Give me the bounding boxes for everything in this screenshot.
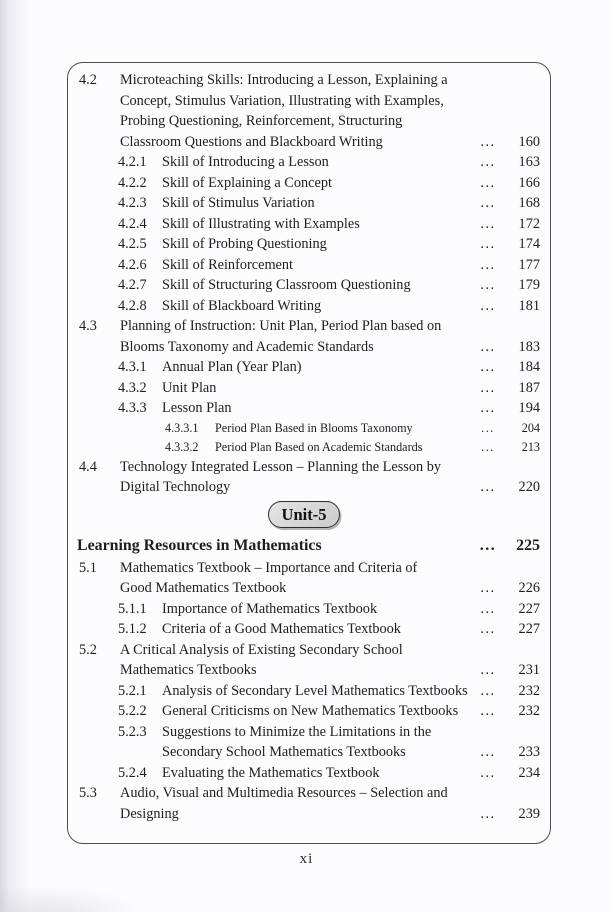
toc-entry-number: 5.2.2 (118, 703, 147, 719)
toc-entry-line (68, 255, 540, 276)
toc-entry-text: General Criticisms on New Mathematics Textbooks (162, 703, 459, 719)
toc-entry-number: 5.2.1 (118, 682, 147, 699)
toc-entry-line (68, 214, 540, 235)
toc-dots-leader: ... (481, 420, 495, 435)
toc-entry-number: 5.1 (79, 559, 97, 576)
toc-page-number: 220 (518, 479, 540, 495)
toc-dots-leader: ... (480, 133, 496, 150)
toc-page-number: 174 (518, 236, 540, 252)
toc-page-number: 233 (518, 744, 540, 760)
toc-page-number: 166 (518, 174, 540, 191)
toc-entry-line (68, 173, 540, 194)
toc-entry-line (68, 234, 540, 255)
toc-entry-number: 4.2.7 (118, 277, 147, 293)
toc-entry-number: 4.2 (79, 72, 97, 88)
toc-entry-line (68, 477, 540, 498)
toc-entry-number: 4.2.1 (118, 154, 147, 170)
toc-entry-text: Skill of Blackboard Writing (162, 297, 322, 314)
toc-entry-number: 4.2.5 (118, 236, 147, 252)
toc-dots-leader: ... (480, 662, 496, 678)
toc-list (68, 70, 540, 824)
toc-entry-text: Classroom Questions and Blackboard Writing (120, 133, 383, 150)
toc-entry-number: 4.3.3 (118, 400, 147, 416)
toc-page-number: 234 (518, 764, 540, 781)
toc-entry-number: 4.4 (79, 458, 97, 475)
toc-entry-line (68, 660, 540, 681)
toc-page-number: 172 (518, 215, 540, 232)
toc-entry-text: Importance of Mathematics Textbook (162, 600, 378, 617)
toc-entry-text: Analysis of Secondary Level Mathematics Textbooks (162, 682, 468, 699)
toc-page-number: 227 (518, 621, 540, 637)
toc-entry-line (68, 419, 540, 438)
unit-badge: Unit-5 (268, 501, 341, 528)
toc-page-number: 183 (518, 338, 540, 355)
toc-entry-text: Suggestions to Minimize the Limitations in the (162, 723, 432, 740)
toc-entry-text: Probing Questioning, Reinforcement, Structuring (120, 113, 403, 129)
toc-entry-text: A Critical Analysis of Existing Secondary School (120, 641, 403, 658)
toc-entry-text: Good Mathematics Textbook (120, 580, 287, 596)
toc-entry-line (68, 722, 540, 743)
toc-entry-line (68, 152, 540, 173)
toc-page-number: 179 (518, 277, 540, 293)
toc-dots-leader: ... (480, 400, 496, 416)
toc-page-number: 231 (518, 662, 540, 678)
toc-dots-leader: ... (480, 580, 496, 596)
toc-entry-text: Evaluating the Mathematics Textbook (162, 764, 380, 781)
toc-entry-line (68, 701, 540, 722)
toc-entry-number: 4.3.1 (118, 359, 147, 375)
toc-entry-text: Concept, Stimulus Variation, Illustrating with Examples, (120, 92, 444, 109)
toc-entry-number: 5.1.2 (118, 621, 147, 637)
toc-entry-text: Digital Technology (120, 479, 231, 495)
toc-entry-text: Blooms Taxonomy and Academic Standards (120, 338, 374, 355)
toc-dots-leader: ... (480, 174, 496, 191)
toc-page-number: 232 (518, 703, 540, 719)
page-bottom-shading (0, 886, 140, 912)
toc-entry-number: 5.1.1 (118, 600, 147, 617)
unit-badge-row (68, 501, 540, 534)
toc-entry-text: Skill of Probing Questioning (162, 236, 327, 252)
toc-entry-line (68, 357, 540, 378)
toc-entry-line (68, 70, 540, 91)
toc-entry-line (68, 599, 540, 620)
toc-entry-text: Skill of Explaining a Concept (162, 174, 332, 191)
toc-dots-leader: ... (481, 439, 495, 454)
toc-entry-number: 4.3.2 (118, 379, 147, 396)
toc-entry-line (68, 438, 540, 457)
toc-page-number: 204 (521, 420, 540, 435)
toc-entry-number: 4.3 (79, 318, 97, 334)
toc-entry-line (68, 398, 540, 419)
toc-entry-line (68, 132, 540, 153)
toc-entry-text: Technology Integrated Lesson – Planning the Lesson by (120, 458, 442, 475)
folio-page-number: xi (299, 851, 314, 867)
toc-dots-leader: ... (480, 256, 496, 273)
toc-page-number: 213 (521, 439, 540, 454)
toc-entry-line (68, 783, 540, 804)
toc-entry-text: Skill of Stimulus Variation (162, 195, 315, 211)
toc-page-number: 177 (518, 256, 540, 273)
toc-entry-text: Secondary School Mathematics Textbooks (162, 744, 406, 760)
toc-page-number: 227 (518, 600, 540, 617)
toc-entry-text: Audio, Visual and Multimedia Resources – Selection and (120, 785, 448, 801)
toc-dots-leader: ... (480, 297, 496, 314)
toc-entry-text: Learning Resources in Mathematics (77, 536, 322, 554)
toc-entry-number: 4.2.2 (118, 174, 147, 191)
toc-entry-line (68, 457, 540, 478)
page-edge-shading (0, 0, 34, 912)
toc-dots-leader: ... (480, 764, 496, 781)
toc-dots-leader: ... (480, 195, 496, 211)
toc-page-number: 239 (518, 805, 540, 822)
toc-entry-line (68, 378, 540, 399)
toc-dots-leader: ... (480, 682, 496, 699)
toc-entry-text: Designing (120, 805, 179, 822)
toc-page-number: 226 (518, 580, 540, 596)
toc-dots-leader: ... (480, 236, 496, 252)
toc-entry-text: Skill of Structuring Classroom Questioning (162, 277, 411, 293)
toc-page-number: 225 (516, 536, 540, 554)
toc-entry-line (68, 742, 540, 763)
toc-dots-leader: ... (479, 536, 497, 554)
toc-entry-number: 5.2.3 (118, 723, 147, 740)
toc-dots-leader: ... (480, 215, 496, 232)
toc-dots-leader: ... (480, 359, 496, 375)
toc-entry-line (68, 111, 540, 132)
toc-entry-text: Skill of Introducing a Lesson (162, 154, 329, 170)
toc-entry-text: Skill of Illustrating with Examples (162, 215, 360, 232)
toc-entry-line (68, 640, 540, 661)
toc-entry-line (68, 763, 540, 784)
toc-entry-number: 5.2 (79, 641, 97, 658)
toc-dots-leader: ... (480, 621, 496, 637)
toc-page-number: 181 (518, 297, 540, 314)
toc-page-number: 184 (518, 359, 540, 375)
toc-entry-text: Planning of Instruction: Unit Plan, Period Plan based on (120, 318, 442, 334)
toc-entry-line (68, 804, 540, 825)
toc-dots-leader: ... (480, 338, 496, 355)
toc-entry-text: Unit Plan (162, 379, 217, 396)
toc-entry-text: Skill of Reinforcement (162, 256, 294, 273)
toc-entry-line (68, 91, 540, 112)
toc-page-number: 232 (518, 682, 540, 699)
toc-entry-line (68, 337, 540, 358)
toc-entry-text: Criteria of a Good Mathematics Textbook (162, 621, 401, 637)
toc-entry-line (68, 578, 540, 599)
toc-entry-text: Mathematics Textbooks (120, 662, 257, 678)
toc-entry-number: 4.2.3 (118, 195, 147, 211)
toc-entry-number: 4.2.6 (118, 256, 147, 273)
toc-dots-leader: ... (480, 154, 496, 170)
toc-entry-line (68, 681, 540, 702)
toc-entry-line (68, 316, 540, 337)
toc-entry-text: Period Plan Based in Blooms Taxonomy (215, 420, 413, 435)
toc-entry-number: 4.3.3.1 (165, 420, 199, 435)
toc-entry-text: Annual Plan (Year Plan) (162, 359, 302, 375)
toc-entry-number: 4.3.3.2 (165, 439, 199, 454)
toc-heading-line (68, 534, 540, 558)
toc-entry-text: Lesson Plan (162, 400, 232, 416)
toc-entry-number: 4.2.8 (118, 297, 147, 314)
toc-border-box (67, 62, 551, 844)
toc-entry-line (68, 275, 540, 296)
toc-dots-leader: ... (480, 277, 496, 293)
toc-dots-leader: ... (480, 805, 496, 822)
toc-entry-line (68, 296, 540, 317)
toc-page-number: 163 (518, 154, 540, 170)
toc-entry-text: Period Plan Based on Academic Standards (215, 439, 423, 454)
toc-entry-line (68, 558, 540, 579)
toc-entry-number: 5.3 (79, 785, 97, 801)
toc-page-number: 160 (518, 133, 540, 150)
toc-entry-number: 5.2.4 (118, 764, 147, 781)
toc-entry-text: Microteaching Skills: Introducing a Lesson, Explaining a (120, 72, 448, 88)
toc-page-number: 194 (518, 400, 540, 416)
toc-dots-leader: ... (480, 703, 496, 719)
toc-page-number: 187 (518, 379, 540, 396)
toc-entry-text: Mathematics Textbook – Importance and Criteria of (120, 559, 418, 576)
toc-dots-leader: ... (480, 479, 496, 495)
toc-dots-leader: ... (480, 744, 496, 760)
toc-entry-line (68, 193, 540, 214)
toc-page-number: 168 (518, 195, 540, 211)
toc-dots-leader: ... (480, 600, 496, 617)
toc-dots-leader: ... (480, 379, 496, 396)
toc-entry-number: 4.2.4 (118, 215, 147, 232)
toc-entry-line (68, 619, 540, 640)
